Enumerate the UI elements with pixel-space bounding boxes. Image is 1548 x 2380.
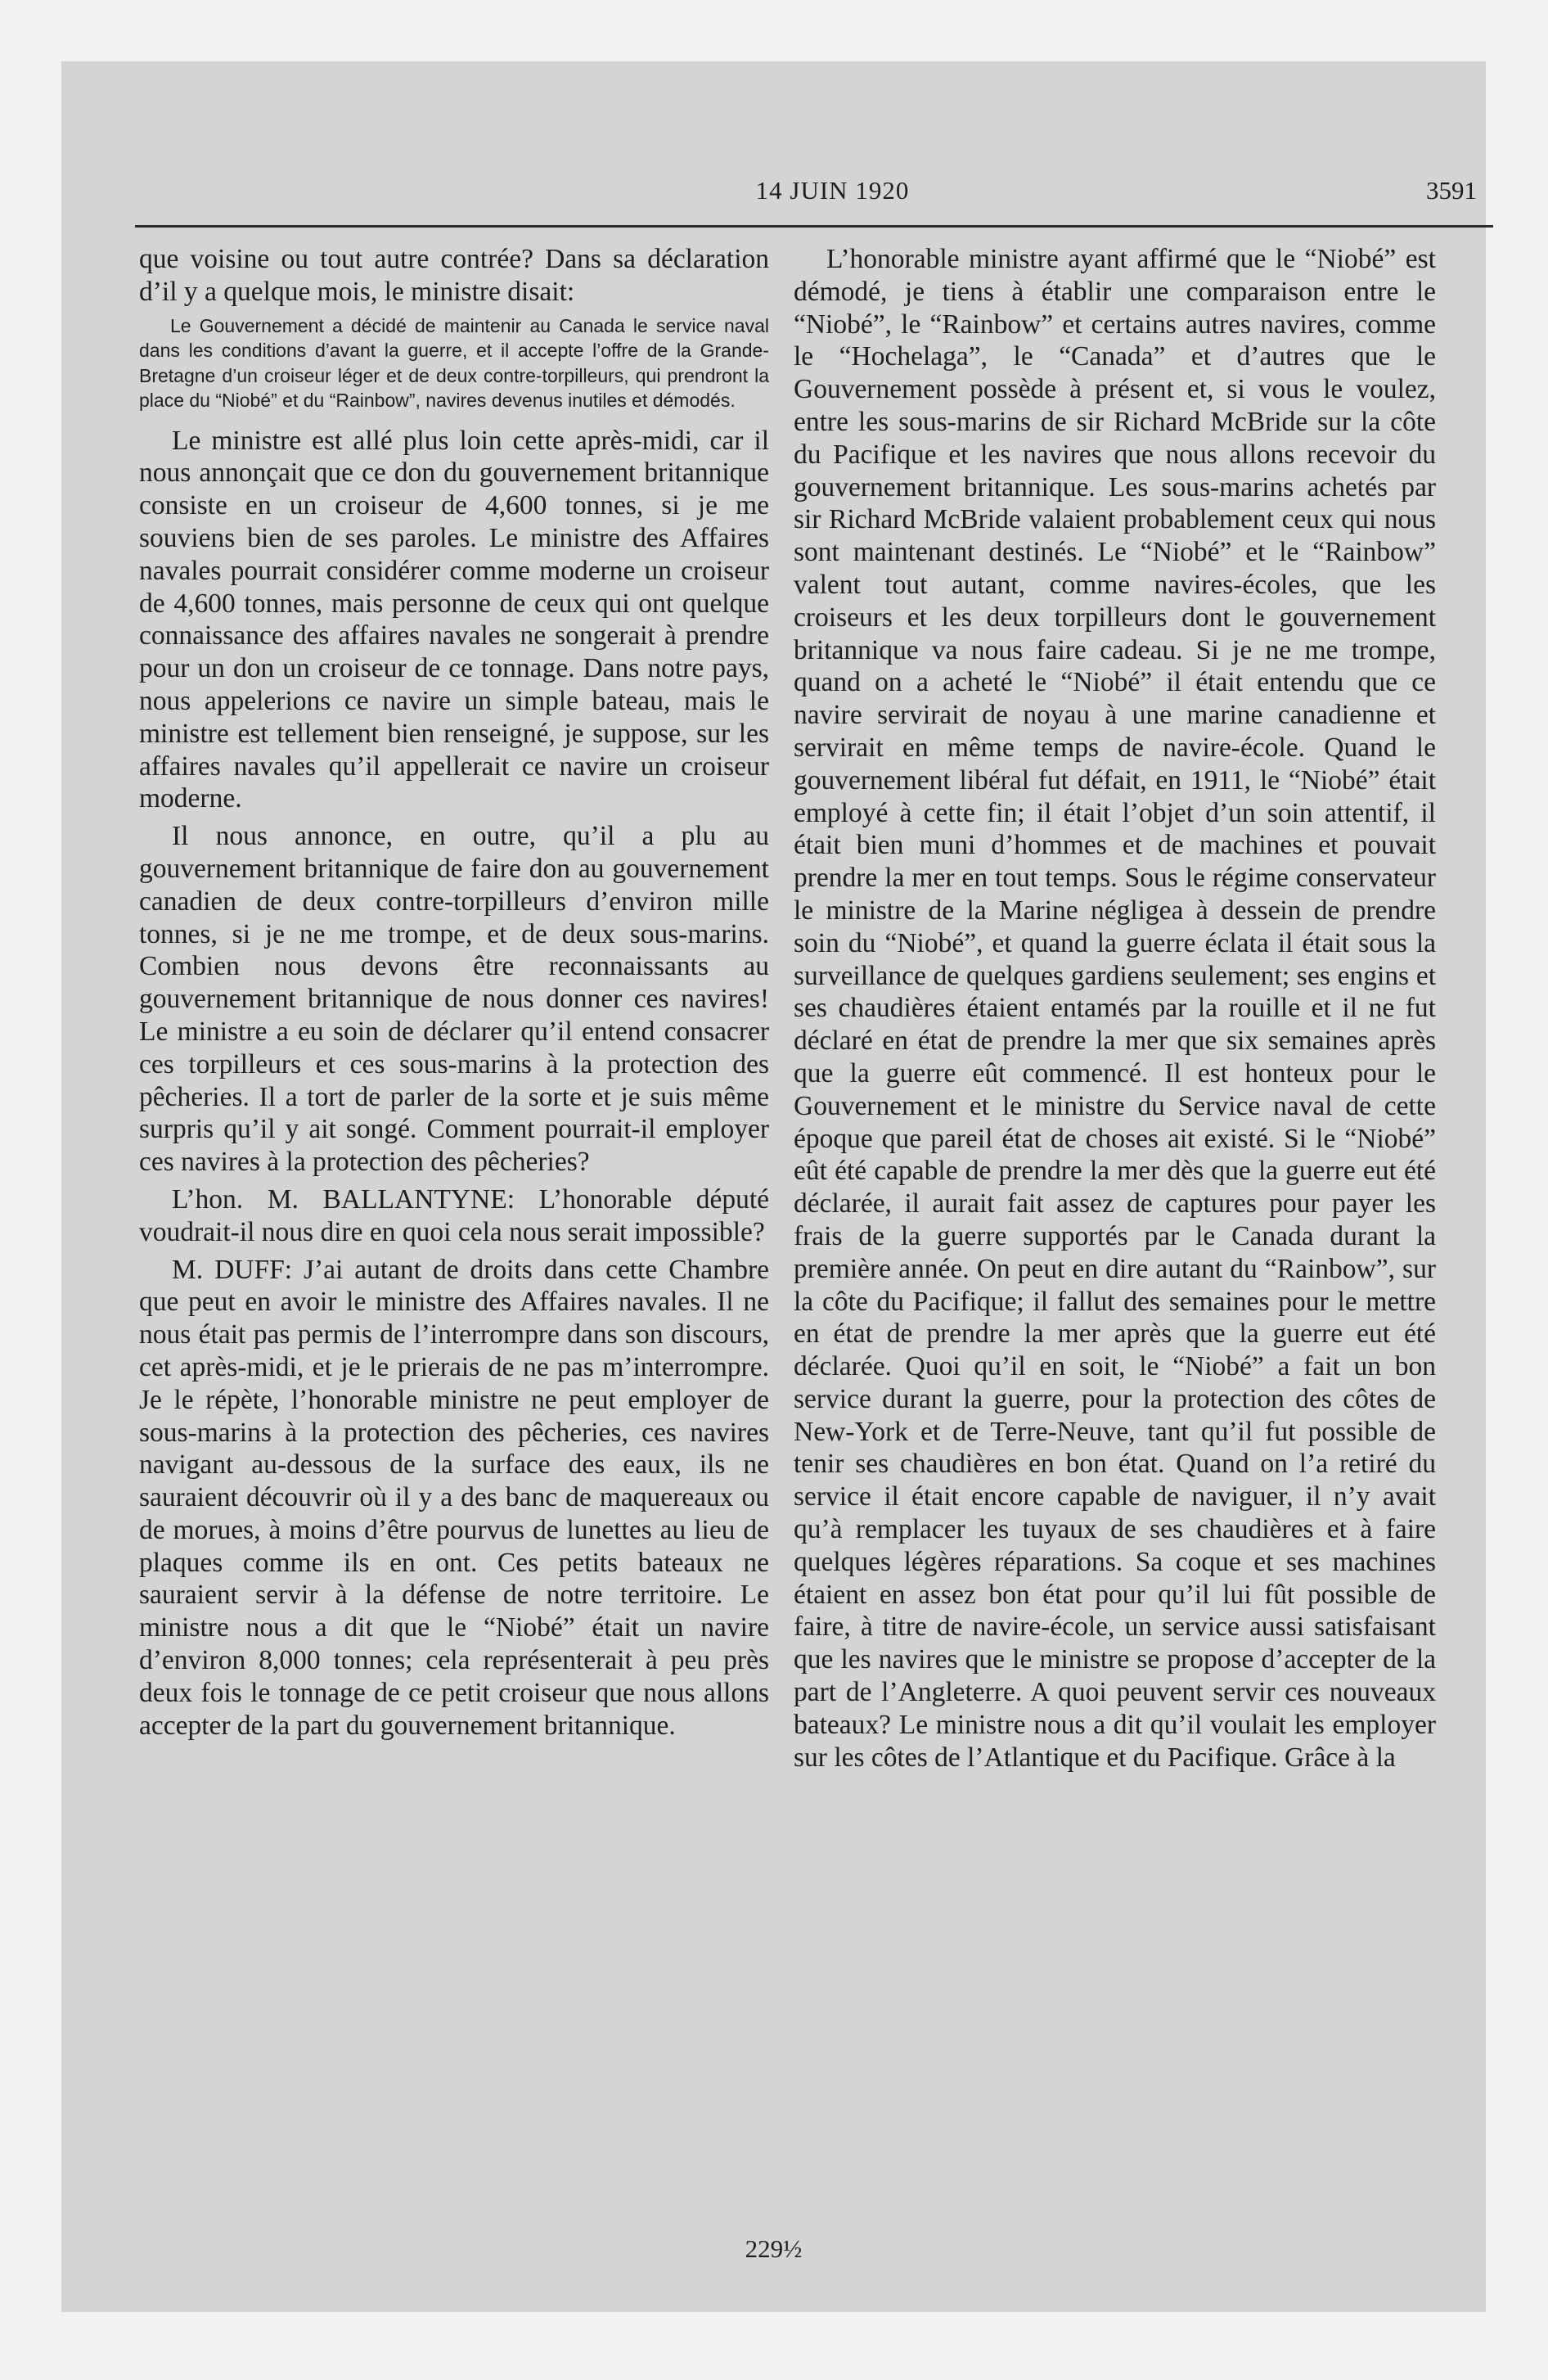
page-scan (61, 61, 1486, 2312)
paragraph: que voisine ou tout autre contrée? Dans sa déclaration d’il y a quelque mois, le ministre disait: (139, 244, 769, 307)
block-quote: Le Gouvernement a décidé de maintenir au Canada le service naval dans les conditions d’avant la guerre, et il accepte l’offre de la Grande-Bretagne d’un croiseur léger et de deux contre-torpilleurs, qui prendront la place du “Niobé” et du “Rainbow”, navires devenus inutiles et démodés. (139, 314, 769, 412)
header-date: 14 JUIN 1920 (755, 176, 910, 205)
paragraph: L’honorable ministre ayant affirmé que le “Niobé” est démodé, je tiens à établir une comparaison entre le “Niobé”, le “Rainbow” et certains autres navires, comme le “Hochelaga”, le “Canada” et d’autres que le Gouvernement possède à présent et, si vous le voulez, entre les sous-marins de sir Richard McBride sur la côte du Pacifique et les navires que nous allons recevoir du gouvernement britannique. Les sous-marins achetés par sir Richard McBride valaient probablement ceux qui nous sont maintenant destinés. Le “Niobé” et le “Rainbow” valent tout autant, comme navires-écoles, que les croiseurs et les deux torpilleurs dont le gouvernement britannique va nous faire cadeau. Si je ne me trompe, quand on a acheté le “Niobé” il était entendu que ce navire servirait de noyau à une marine canadienne et servirait en même temps de navire-école. Quand le gouvernement libéral fut défait, en 1911, le “Niobé” était employé à cette fin; il était l’objet d’un soin attentif, il était bien muni d’hommes et de machines et pouvait prendre la mer en tout temps. Sous le régime conservateur le ministre de la Marine négligea à dessein de prendre soin du “Niobé”, et quand la guerre éclata il était sous la surveillance de quelques gardiens seulement; ses engins et ses chaudières étaient entamés par la rouille et il ne fut déclaré en état de prendre la mer que six semaines après que la guerre eût commencé. Il est honteux pour le Gouvernement et le ministre du Service naval de cette époque que pareil état de choses ait existé. Si le “Niobé” eût été capable de prendre la mer dès que la guerre eut été déclarée, il aurait fait assez de captures pour payer les frais de la guerre supportés par le Canada durant la première année. On peut en dire autant du “Rainbow”, sur la côte du Pacifique; il fallut des semaines pour le mettre en état de prendre la mer après que la guerre eut été déclarée. Quoi qu’il en soit, le “Niobé” a fait un bon service durant la guerre, pour la protection des côtes de New-York et de Terre-Neuve, tant qu’il fut possible de tenir ses chaudières en bon état. Quand on l’a retiré du service il était encore capable de naviguer, il n’y avait qu’à remplacer les tuyaux de ses chaudières et à faire quelques légères réparations. Sa coque et ses machines étaient en assez bon état pour qu’il lui fût possible de faire, à titre de navire-école, un service aussi satisfaisant que les navires que le ministre se propose d’accepter de la part de l’Angleterre. A quoi peuvent servir ces nouveaux bateaux? Le ministre nous a dit qu’il voulait les employer sur les côtes de l’Atlantique et du Pacifique. Grâce à la (794, 244, 1436, 1773)
header-page-number: 3591 (1426, 176, 1477, 205)
paragraph: M. DUFF: J’ai autant de droits dans cette Chambre que peut en avoir le ministre des Affaires navales. Il ne nous était pas permis de l’interrompre dans son discours, cet après-midi, et je le prierais de ne pas m’interrompre. Je le répète, l’honorable ministre ne peut employer de sous-marins à la protection des pêcheries, ces navires navigant au-dessous de la surface des eaux, ils ne sauraient découvrir où il y a des banc de maquereaux ou de morues, à moins d’être pourvus de lunettes au lieu de plaques comme ils en ont. Ces petits bateaux ne sauraient servir à la défense de notre territoire. Le ministre nous a dit que le “Niobé” était un navire d’environ 8,000 tonnes; cela représenterait à peu près deux fois le tonnage de ce petit croiseur que nous allons accepter de la part du gouvernement britannique. (139, 1254, 769, 1741)
right-column (794, 243, 1436, 1778)
left-column (139, 243, 769, 1747)
paragraph: Il nous annonce, en outre, qu’il a plu au gouvernement britannique de faire don au gouvernement canadien de deux contre-torpilleurs d’environ mille tonnes, si je ne me trompe, et de deux sous-marins. Combien nous devons être reconnaissants au gouvernement britannique de nous donner ces navires! Le ministre a eu soin de déclarer qu’il entend consacrer ces torpilleurs et ces sous-marins à la protection des pêcheries. Il a tort de parler de la sorte et je suis même surpris qu’il y ait songé. Comment pourrait-il employer ces navires à la protection des pêcheries? (139, 821, 769, 1178)
folio: 229½ (745, 2234, 803, 2263)
paragraph: Le ministre est allé plus loin cette après-midi, car il nous annonçait que ce don du gouvernement britannique consiste en un croiseur de 4,600 tonnes, si je me souviens bien de ses paroles. Le ministre des Affaires navales pourrait considérer comme moderne un croiseur de 4,600 tonnes, mais personne de ceux qui ont quelque connaissance des affaires navales ne songerait à prendre pour un don un croiseur de ce tonnage. Dans notre pays, nous appelerions ce navire un simple bateau, mais le ministre est tellement bien renseigné, je suppose, sur les affaires navales qu’il appellerait ce navire un croiseur moderne. (139, 425, 769, 814)
running-header (188, 168, 1477, 217)
paragraph: L’hon. M. BALLANTYNE: L’honorable député voudrait-il nous dire en quoi cela nous serait impossible? (139, 1183, 769, 1247)
header-rule (135, 225, 1493, 228)
